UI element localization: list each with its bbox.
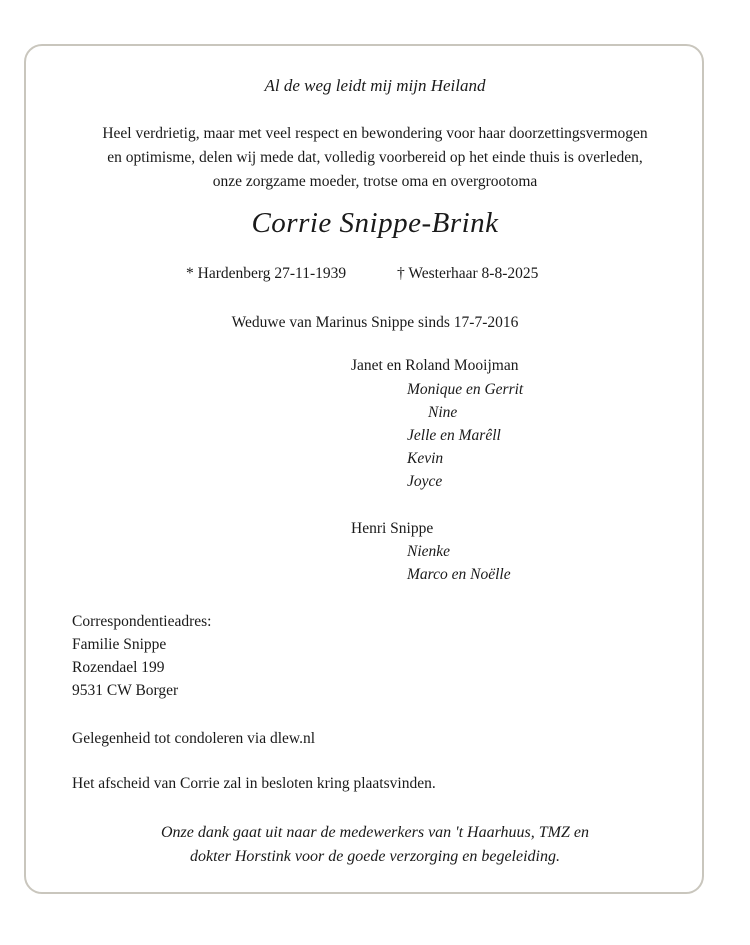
thanks-line: Onze dank gaat uit naar de medewerkers van 't Haarhuus, TMZ en (161, 824, 589, 841)
intro-line: en optimisme, delen wij mede dat, volledig voorbereid op het einde thuis is overleden, (107, 149, 643, 166)
intro-text (0, 122, 750, 194)
family-head: Henri Snippe (351, 520, 434, 537)
family-member: Kevin (407, 450, 444, 467)
family-member: Jelle en Marêll (407, 427, 501, 444)
family-member: Nine (428, 404, 458, 421)
widow-line: Weduwe van Marinus Snippe sinds 17-7-2016 (231, 314, 519, 331)
thanks-line: dokter Horstink voor de goede verzorging en begeleiding. (190, 848, 560, 865)
family-member: Joyce (407, 473, 443, 490)
family-member: Nienke (407, 543, 451, 560)
intro-line: Heel verdrietig, maar met veel respect en bewondering voor haar doorzettingsvermogen (102, 125, 648, 142)
family-member: Marco en Noëlle (407, 566, 511, 583)
address-line: 9531 CW Borger (72, 682, 179, 699)
thanks-text (0, 821, 750, 869)
address-line: Familie Snippe (72, 636, 167, 653)
condolence-line: Gelegenheid tot condoleren via dlew.nl (72, 730, 316, 747)
correspondence-address (72, 610, 211, 702)
farewell-line: Het afscheid van Corrie zal in besloten kring plaatsvinden. (72, 775, 436, 792)
birth-info: * Hardenberg 27-11-1939 (186, 265, 347, 282)
family-head: Janet en Roland Mooijman (351, 357, 519, 374)
intro-line: onze zorgzame moeder, trotse oma en overgrootoma (212, 173, 538, 190)
motto: Al de weg leidt mij mijn Heiland (264, 76, 486, 95)
address-line: Rozendael 199 (72, 659, 165, 676)
address-label: Correspondentieadres: (72, 613, 212, 630)
death-info: † Westerhaar 8-8-2025 (397, 265, 539, 282)
family-member: Monique en Gerrit (407, 381, 524, 398)
deceased-name: Corrie Snippe-Brink (251, 207, 499, 239)
